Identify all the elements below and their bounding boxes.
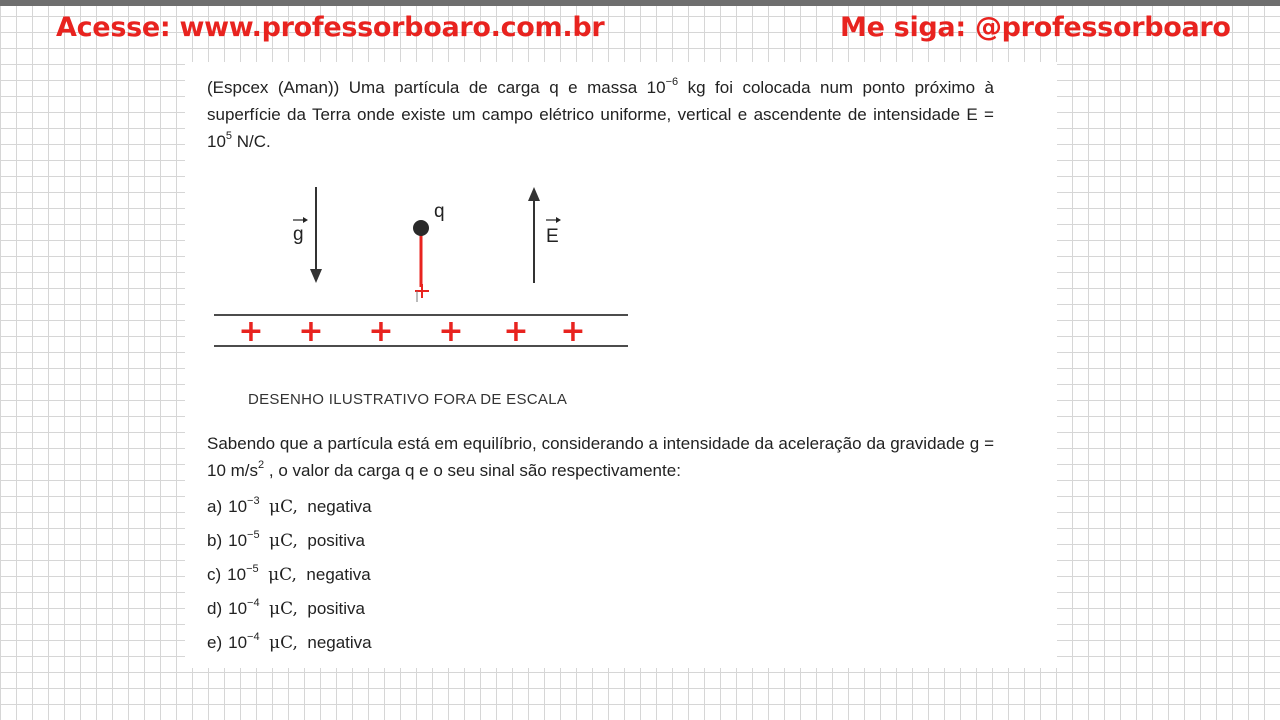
plus-charge-6: + <box>560 314 586 349</box>
field-label: E <box>546 226 559 247</box>
gravity-vector-mark-icon <box>293 217 308 223</box>
cursor-mark-icon <box>415 284 429 302</box>
charge-label: q <box>434 201 445 222</box>
option-c[interactable]: c) $10^{-5}$ μC, negativa <box>207 563 371 585</box>
particle-q <box>413 220 429 236</box>
gravity-label: g <box>293 224 304 245</box>
plus-charge-2: + <box>298 314 324 349</box>
mass-value: $10^{-6}$ kg <box>646 76 706 97</box>
option-e[interactable]: e) $10^{-4}$ μC, negativa <box>207 631 372 653</box>
plus-charge-5: + <box>503 314 529 349</box>
gravity-value: g = 10 $m/s^2$ <box>207 434 994 480</box>
electric-field-arrow-icon <box>528 187 540 283</box>
field-diagram <box>205 175 635 365</box>
figure-caption: DESENHO ILUSTRATIVO FORA DE ESCALA <box>248 391 568 408</box>
gravity-arrow-icon <box>310 187 322 283</box>
question-prompt: Sabendo que a partícula está em equilíbrio, considerando a intensidade da aceleração da gravidade g = 10 $m/s^2$ , o valor da carga q e o seu sinal são respectivamente: <box>207 434 994 480</box>
social-handle-banner: Me siga: @professorboaro <box>840 12 1231 43</box>
option-d[interactable]: d) $10^{-4}$ μC, positiva <box>207 597 365 619</box>
charge-symbol: q <box>549 78 559 97</box>
plus-charge-1: + <box>238 314 264 349</box>
question-statement: (Espcex (Aman)) Uma partícula de carga q e massa $10^{-6}$ kg foi colocada num ponto próximo à superfície da Terra onde existe um campo elétrico uniforme, vertical e ascendente de intensidade $E = 10^5$ N/C. <box>207 76 994 151</box>
field-value: $E = 10^5$ N/C. <box>207 105 994 151</box>
plus-charge-4: + <box>438 314 464 349</box>
top-bar <box>0 0 1280 6</box>
option-a[interactable]: a) $10^{-3}$ μC, negativa <box>207 495 372 517</box>
website-banner: Acesse: www.professorboaro.com.br <box>56 12 605 43</box>
plus-charge-3: + <box>368 314 394 349</box>
option-b[interactable]: b) $10^{-5}$ μC, positiva <box>207 529 365 551</box>
field-vector-mark-icon <box>546 217 561 223</box>
